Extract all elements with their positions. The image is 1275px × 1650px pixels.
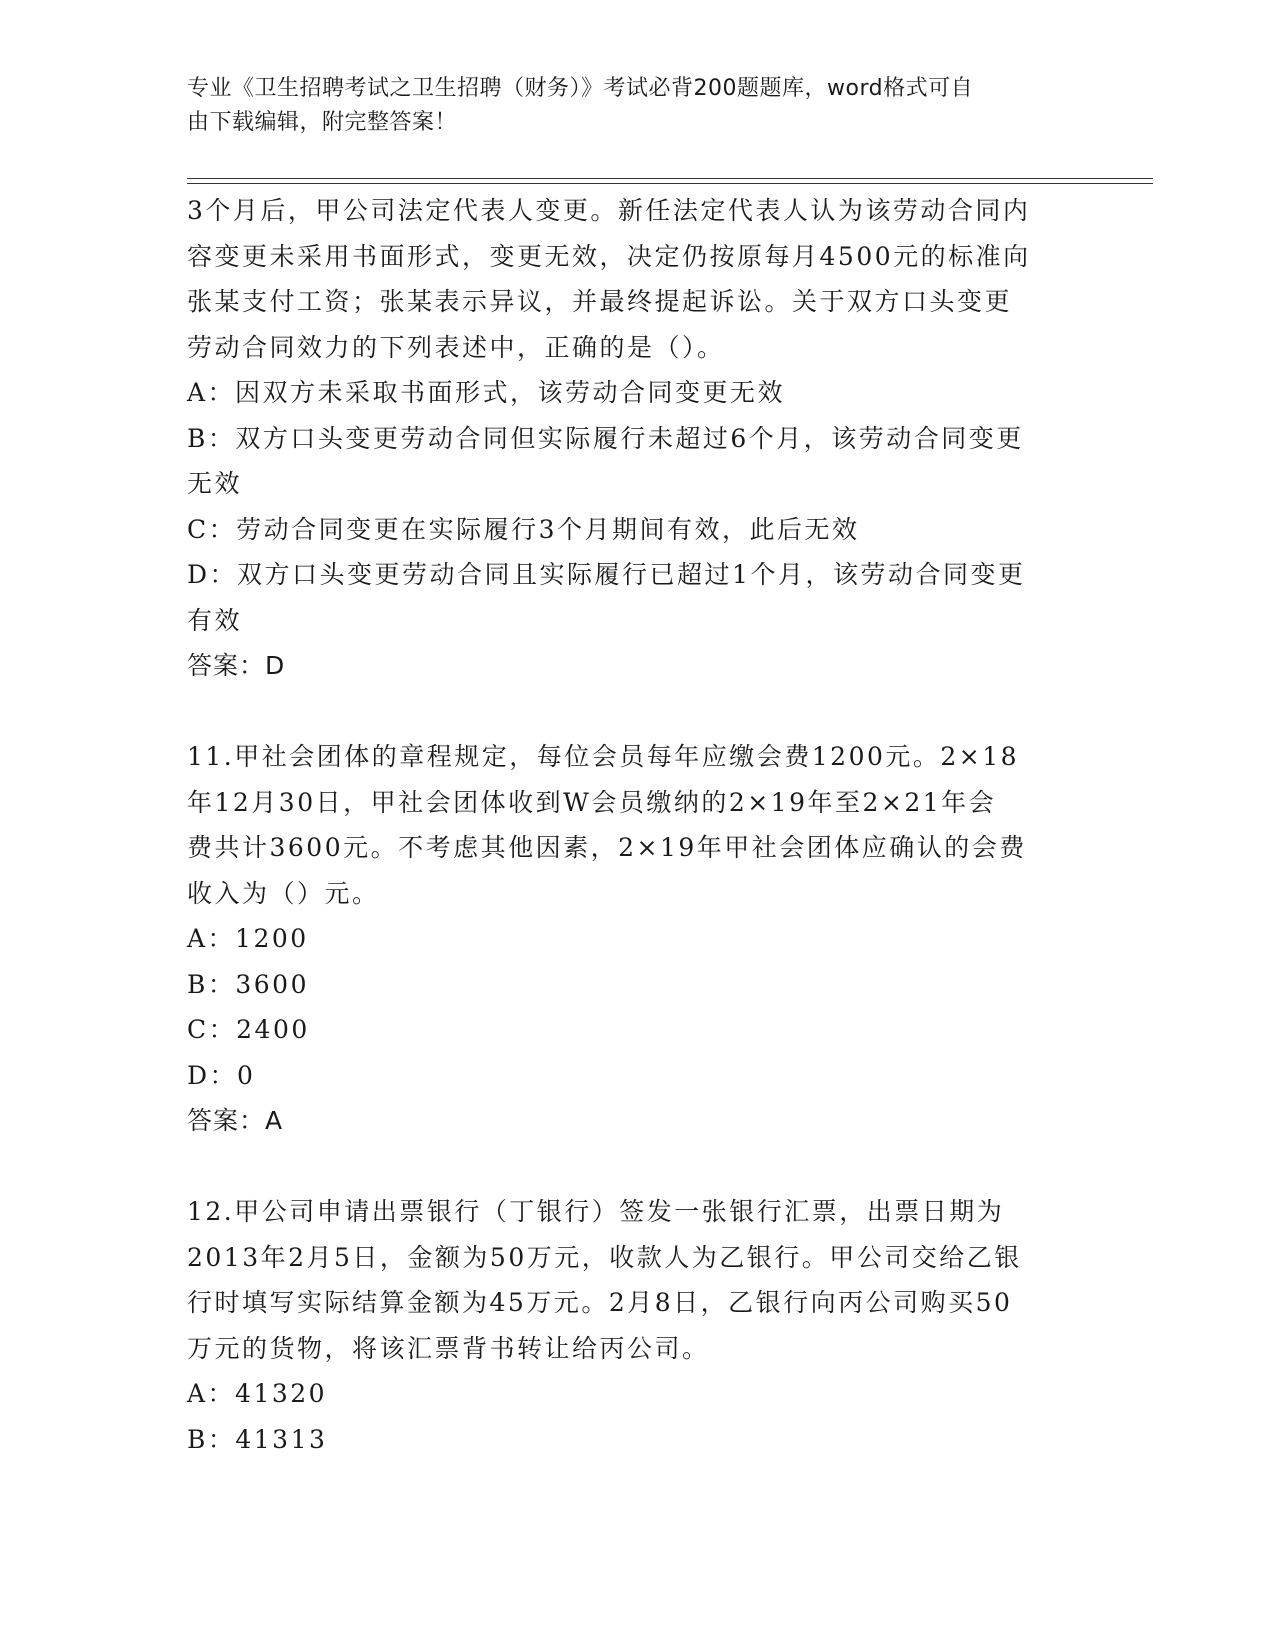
option-c: C：劳动合同变更在实际履行3个月期间有效，此后无效: [187, 514, 860, 544]
question-stem-line: 3个月后，甲公司法定代表人变更。新任法定代表人认为该劳动合同内: [187, 196, 1031, 225]
option-a: A：因双方未采取书面形式，该劳动合同变更无效: [187, 378, 786, 407]
option-b: B：双方口头变更劳动合同但实际履行未超过6个月，该劳动合同变更: [187, 423, 1024, 453]
answer-line: 答案：D: [187, 651, 286, 680]
document-header: [187, 72, 1067, 140]
option-d: D：0: [187, 1060, 256, 1090]
option-b: B：41313: [187, 1424, 328, 1454]
option-b: B：3600: [187, 969, 309, 999]
option-b-continued: 无效: [187, 469, 243, 498]
header-divider-bottom: [187, 183, 1153, 184]
question-stem-line: 劳动合同效力的下列表述中，正确的是（）。: [187, 332, 725, 362]
question-stem-line: 张某支付工资；张某表示异议，并最终提起诉讼。关于双方口头变更: [187, 287, 1013, 316]
question-10: [187, 188, 1087, 689]
question-spacer: [187, 1144, 1087, 1190]
answer-line: 答案：A: [187, 1106, 284, 1135]
question-stem-line: 11.甲社会团体的章程规定，每位会员每年应缴会费1200元。2×18: [187, 742, 1020, 771]
question-stem-line: 收入为（）元。: [187, 878, 380, 908]
header-divider-top: [187, 178, 1153, 179]
question-12: [187, 1189, 1087, 1462]
question-stem-line: 行时填写实际结算金额为45万元。2月8日，乙银行向丙公司购买50: [187, 1288, 1013, 1317]
header-title-line-1: 专业《卫生招聘考试之卫生招聘（财务）》考试必背200题题库，word格式可自: [187, 76, 974, 101]
question-stem-line: 万元的货物，将该汇票背书转让给丙公司。: [187, 1333, 710, 1363]
option-d-continued: 有效: [187, 605, 243, 635]
question-stem-line: 2013年2月5日，金额为50万元，收款人为乙银行。甲公司交给乙银: [187, 1242, 1022, 1272]
header-title-line-2: 由下载编辑，附完整答案！: [187, 110, 458, 135]
question-spacer: [187, 689, 1087, 735]
document-body: [187, 188, 1087, 1462]
question-stem-line: 年12月30日，甲社会团体收到W会员缴纳的2×19年至2×21年会: [187, 787, 997, 817]
option-a: A：1200: [187, 924, 309, 953]
option-a: A：41320: [187, 1379, 328, 1408]
question-stem-line: 12.甲公司申请出票银行（丁银行）签发一张银行汇票，出票日期为: [187, 1197, 1005, 1226]
option-c: C：2400: [187, 1015, 310, 1044]
option-d: D：双方口头变更劳动合同且实际履行已超过1个月，该劳动合同变更: [187, 560, 1026, 589]
question-stem-line: 容变更未采用书面形式，变更无效，决定仍按原每月4500元的标准向: [187, 241, 1031, 271]
question-11: [187, 734, 1087, 1144]
question-stem-line: 费共计3600元。不考虑其他因素，2×19年甲社会团体应确认的会费: [187, 833, 1027, 862]
